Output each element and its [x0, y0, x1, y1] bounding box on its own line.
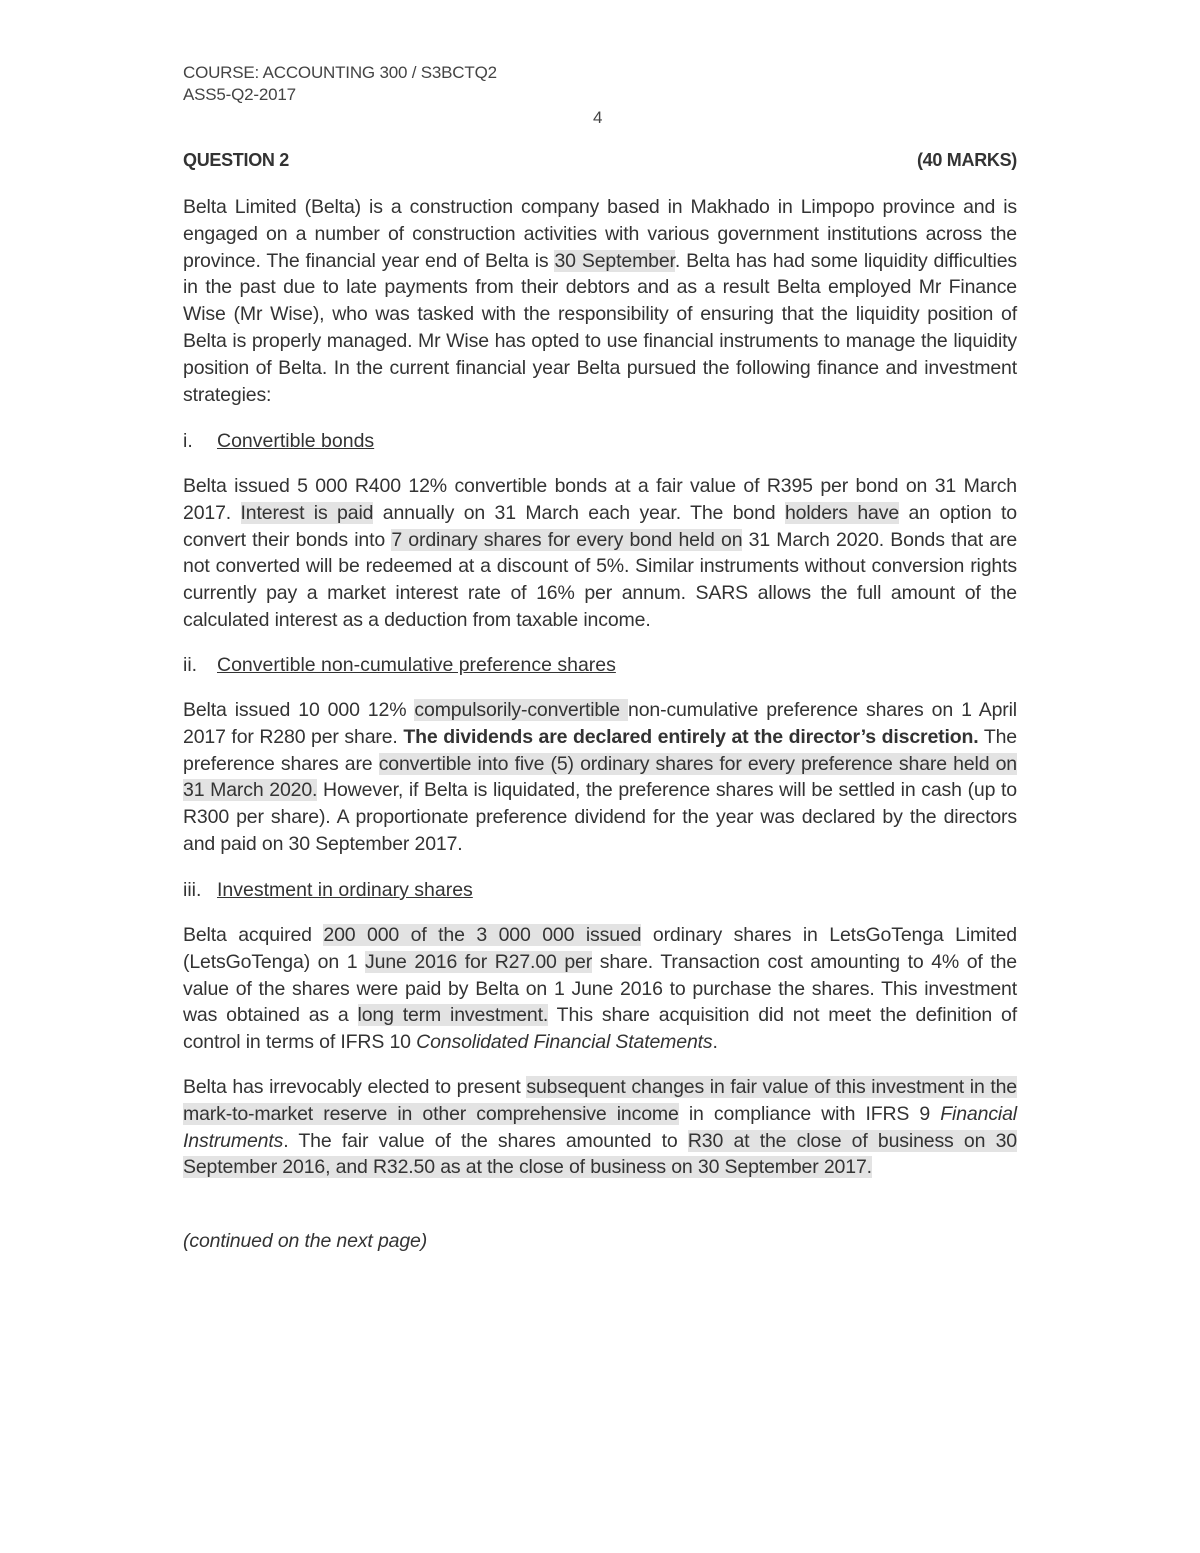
bonds-text-3: an option to convert their bonds into — [183, 501, 1017, 551]
section-number: i. — [183, 430, 193, 452]
inv-highlight-1: 200 000 of the 3 000 000 issued — [323, 924, 642, 946]
document-page — [183, 62, 1018, 1252]
bonds-highlight-1: Interest is paid — [240, 501, 374, 524]
intro-paragraph — [183, 194, 1017, 408]
pref-text-4: However, if Belta is liquidated, the preference shares will be settled in cash (up to R300 per share). A proportionate preference dividend for the year was declared by the directors and paid on 30 September 2017. — [183, 779, 1017, 855]
convertible-bonds-paragraph — [183, 473, 1017, 634]
intro-highlight-year-end: 30 September — [554, 249, 675, 272]
fv-standard-name: Financial Instruments — [183, 1102, 1017, 1152]
question-heading — [183, 150, 1017, 171]
section-title: Convertible non-cumulative preference shares — [217, 654, 616, 676]
section-title: Investment in ordinary shares — [217, 879, 473, 901]
page-number: 4 — [593, 108, 603, 127]
section-heading-investment — [183, 877, 473, 903]
course-header: COURSE: ACCOUNTING 300 / S3BCTQ2 — [183, 63, 497, 82]
section-number: iii. — [183, 879, 202, 901]
pref-bold-statement: The dividends are declared entirely at the director’s discretion. — [403, 725, 979, 748]
intro-text-1: Belta Limited (Belta) is a construction company based in Makhado in Limpopo province and is engaged on a number of construction activities with various government institutions across the province. The financial year end of Belta is — [183, 196, 1017, 272]
inv-highlight-2: June 2016 for R27.00 per — [365, 950, 593, 973]
pref-text-3: The preference shares are — [183, 725, 1017, 775]
intro-text-2: . Belta has had some liquidity difficulties in the past due to late payments from their debtors and as a result Belta employed Mr Finance Wise (Mr Wise), who was tasked with the responsibility of ensuring that the liquidity position of Belta is properly managed. Mr Wise has opted to use financial instruments to manage the liquidity position of Belta. In the current financial year Belta pursued the following finance and investment strategies: — [183, 249, 1017, 406]
bonds-text-2: annually on 31 March each year. The bond — [373, 501, 785, 524]
pref-highlight-2: convertible into five (5) ordinary shares for every preference share held on 31 March 2020. — [183, 752, 1018, 802]
continued-note: (continued on the next page) — [183, 1230, 428, 1252]
fv-text-3: . The fair value of the shares amounted to — [283, 1129, 688, 1152]
section-title: Convertible bonds — [217, 430, 375, 452]
inv-highlight-3: long term investment. — [357, 1004, 549, 1027]
pref-text-1: Belta issued 10 000 12% — [183, 699, 415, 721]
inv-text-1: Belta acquired — [183, 924, 324, 946]
assignment-code: ASS5-Q2-2017 — [183, 85, 296, 104]
section-heading-convertible-bonds — [183, 428, 374, 454]
fair-value-paragraph — [183, 1074, 1017, 1181]
section-heading-preference-shares — [183, 652, 616, 678]
fv-text-1: Belta has irrevocably elected to present — [183, 1076, 527, 1098]
investment-paragraph — [183, 922, 1017, 1056]
preference-shares-paragraph — [183, 697, 1017, 858]
pref-text-2: non-cumulative preference shares on 1 April 2017 for R280 per share. — [183, 699, 1017, 748]
inv-standard-name: Consolidated Financial Statements — [416, 1031, 713, 1054]
question-title: QUESTION 2 — [183, 150, 290, 170]
fv-text-2: in compliance with IFRS 9 — [678, 1102, 941, 1125]
bonds-highlight-2: holders have — [784, 501, 900, 524]
inv-text-3: share. Transaction cost amounting to 4% of the value of the shares were paid by Belta on 1 June 2016 to purchase the shares. This investment was obtained as a — [183, 950, 1017, 1027]
bonds-text-1: Belta issued 5 000 R400 12% convertible bonds at a fair value of R395 per bond on 31 March 2017. — [183, 475, 1017, 524]
bonds-text-4: 31 March 2020. Bonds that are not converted will be redeemed at a discount of 5%. Similar instruments without conversion rights currently pay a market interest rate of 16% per annum. SARS allows the full amount of the calculated interest as a deduction from taxable income. — [183, 528, 1018, 631]
section-number: ii. — [183, 654, 198, 676]
bonds-highlight-3: 7 ordinary shares for every bond held on — [391, 528, 743, 551]
fv-highlight-2: R30 at the close of business on 30 September 2016, and R32.50 as at the close of business on 30 September 2017. — [183, 1129, 1017, 1179]
inv-text-5: . — [712, 1031, 718, 1054]
inv-text-4: This share acquisition did not meet the definition of control in terms of IFRS 10 — [183, 1004, 1017, 1054]
inv-text-2: ordinary shares in LetsGoTenga Limited (LetsGoTenga) on 1 — [183, 924, 1017, 973]
question-marks: (40 MARKS) — [916, 150, 1017, 170]
fv-highlight-1: subsequent changes in fair value of this investment in the mark-to-market reserve in other comprehensive income — [183, 1076, 1017, 1125]
pref-highlight-1: compulsorily-convertible — [414, 699, 629, 721]
